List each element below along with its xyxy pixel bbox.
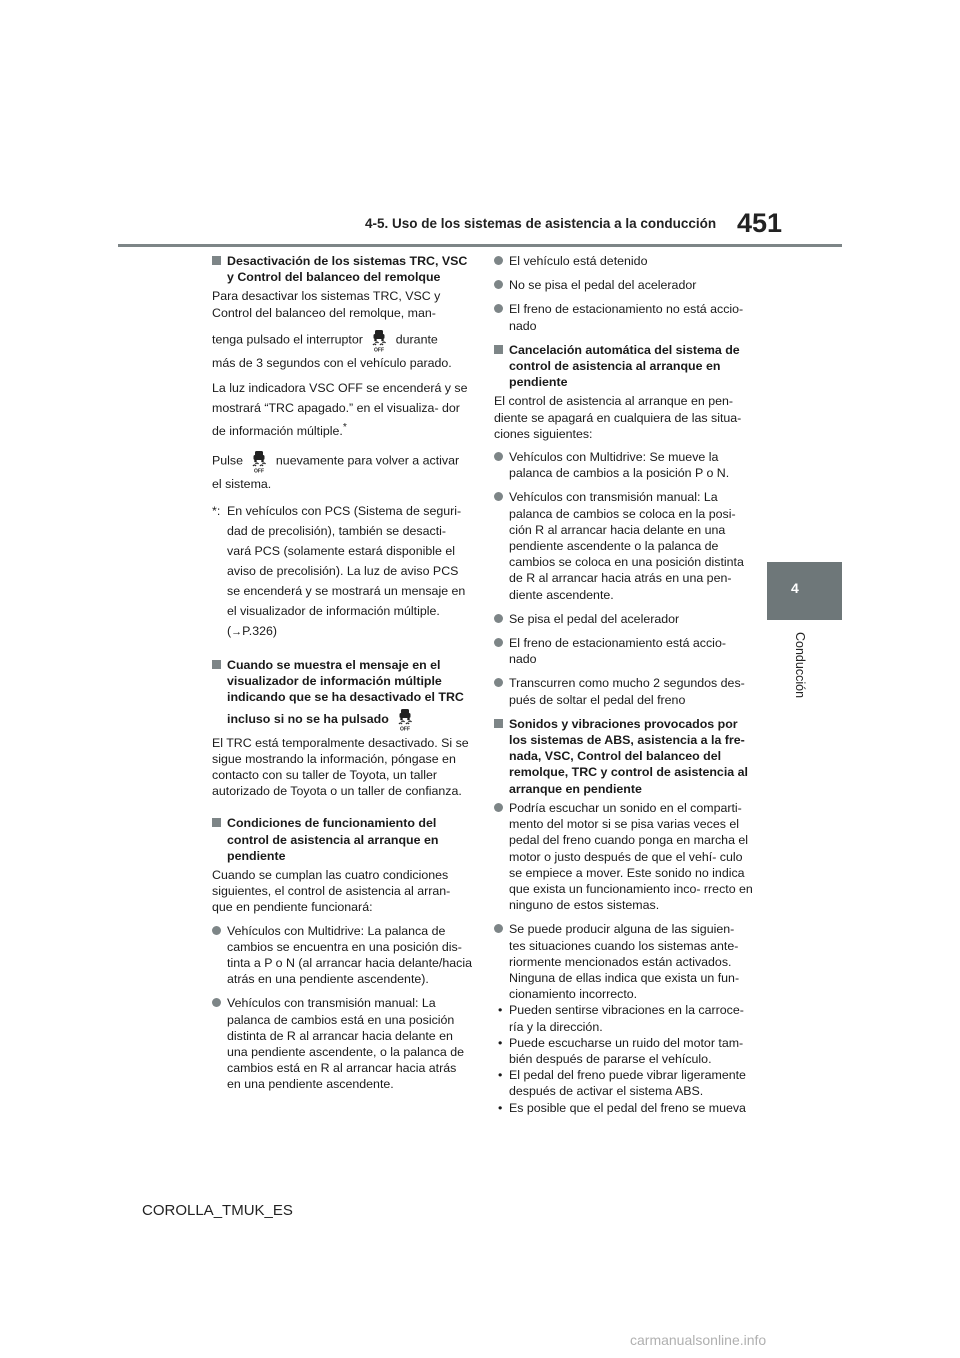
arrow-icon: → bbox=[231, 625, 243, 638]
round-bullet-icon bbox=[212, 998, 221, 1007]
paragraph: La luz indicadora VSC OFF se encenderá y se mostrará “TRC apagado.” en el visualiza- dor de información múltiple.* bbox=[212, 380, 468, 438]
square-bullet-icon bbox=[212, 256, 221, 265]
right-column bbox=[494, 253, 754, 1116]
watermark: carmanualsonline.info bbox=[630, 1332, 767, 1348]
round-bullet-icon bbox=[494, 256, 503, 265]
round-bullet-icon bbox=[494, 614, 503, 623]
vsc-off-switch-icon bbox=[369, 328, 389, 352]
footnote: *: En vehículos con PCS (Sistema de seguri- dad de precolisión), también se desacti- vará PCS (solamente estará disponible el aviso de precolisión). La luz de aviso PCS se encenderá y se mostrará un mensaje en el visualizador de información múltiple. (→P.326) bbox=[212, 503, 466, 638]
footnote-marker: * bbox=[342, 421, 347, 433]
paragraph: El control de asistencia al arranque en pen- diente se apagará en cualquiera de las situa- ciones siguientes: bbox=[494, 394, 742, 441]
sub-list-item: • El pedal del freno puede vibrar ligeramente después de activar el sistema ABS. bbox=[498, 1068, 746, 1099]
list-item: Vehículos con Multidrive: Se mueve la palanca de cambios a la posición P o N. bbox=[494, 449, 754, 481]
document-id: COROLLA_TMUK_ES bbox=[142, 1202, 293, 1219]
section-heading: Desactivación de los sistemas TRC, VSC y Control del balanceo del remolque bbox=[212, 253, 472, 285]
paragraph: Pulse nuevamente para volver a activar el sistema. bbox=[212, 449, 472, 495]
section-heading: Cancelación automática del sistema de control de asistencia al arranque en pendiente bbox=[494, 342, 754, 391]
left-column bbox=[212, 253, 472, 1101]
list-item: Se pisa el pedal del acelerador bbox=[494, 611, 754, 627]
list-item: El vehículo está detenido bbox=[494, 253, 754, 269]
square-bullet-icon bbox=[212, 818, 221, 827]
round-bullet-icon bbox=[494, 452, 503, 461]
round-bullet-icon bbox=[212, 926, 221, 935]
paragraph: Cuando se cumplan las cuatro condiciones siguientes, el control de asistencia al arran- que en pendiente funcionará: bbox=[212, 867, 451, 915]
header-rule bbox=[118, 244, 842, 247]
page-reference[interactable]: P.326) bbox=[242, 623, 278, 638]
list-item: El freno de estacionamiento está accio- nado bbox=[494, 635, 754, 667]
round-bullet-icon bbox=[494, 678, 503, 687]
list-item: Transcurren como mucho 2 segundos des- pués de soltar el pedal del freno bbox=[494, 675, 754, 707]
round-bullet-icon bbox=[494, 924, 503, 933]
paragraph: tenga pulsado el interruptor durante más de 3 segundos con el vehículo parado. bbox=[212, 328, 472, 374]
list-item: Podría escuchar un sonido en el comparti- mento del motor si se pisa varias veces el pedal del freno cuando ponga en marcha el motor o justo después de que el vehí- culo se empiece a mover. Este sonido no indica que exista un funcionamiento inco- rrecto en ninguno de estos sistemas. bbox=[494, 800, 754, 913]
vsc-off-switch-icon bbox=[395, 707, 415, 731]
round-bullet-icon bbox=[494, 304, 503, 313]
list-item: Se puede producir alguna de las siguien- tes situaciones cuando los sistemas ante- riormente mencionados están activados. Ninguna de ellas indica que exista un fun- cionamiento incorrecto. bbox=[494, 921, 754, 1002]
chapter-tab bbox=[767, 562, 842, 620]
square-bullet-icon bbox=[494, 345, 503, 354]
paragraph: El TRC está temporalmente desactivado. Si se sigue mostrando la información, póngase en contacto con su taller de Toyota, un taller autorizado de Toyota o un taller de confianza. bbox=[212, 735, 469, 799]
round-bullet-icon bbox=[494, 492, 503, 501]
paragraph: Para desactivar los sistemas TRC, VSC y Control del balanceo del remolque, man- bbox=[212, 289, 441, 320]
sub-list-item: • Es posible que el pedal del freno se mueva bbox=[498, 1100, 746, 1115]
list-item: Vehículos con Multidrive: La palanca de cambios se encuentra en una posición dis- tinta a P o N (al arrancar hacia delante/hacia atrás en una pendiente ascendente). bbox=[212, 923, 472, 988]
list-item: Vehículos con transmisión manual: La palanca de cambios se coloca en la posi- ción R al arrancar hacia delante en una pendiente ascendente o la palanca de cambios se coloca en una posición distinta de R al arrancar hacia atrás en una pen- diente ascendente. bbox=[494, 489, 754, 602]
round-bullet-icon bbox=[494, 280, 503, 289]
page-number: 451 bbox=[737, 208, 783, 238]
list-item: El freno de estacionamiento no está accio- nado bbox=[494, 301, 754, 333]
section-heading: Condiciones de funcionamiento del control de asistencia al arranque en pendiente bbox=[212, 815, 472, 864]
chapter-label: Conducción bbox=[793, 632, 807, 699]
chapter-tab-number: 4 bbox=[791, 580, 799, 596]
square-bullet-icon bbox=[212, 660, 221, 669]
round-bullet-icon bbox=[494, 638, 503, 647]
square-bullet-icon bbox=[494, 719, 503, 728]
section-heading: Sonidos y vibraciones provocados por los sistemas de ABS, asistencia a la fre- nada, VSC, Control del balanceo del remolque, TRC y control de asistencia al arranque en pendiente bbox=[494, 716, 754, 797]
round-bullet-icon bbox=[494, 803, 503, 812]
section-title: 4-5. Uso de los sistemas de asistencia a la conducción bbox=[365, 216, 717, 231]
list-item: No se pisa el pedal del acelerador bbox=[494, 277, 754, 293]
section-heading: Cuando se muestra el mensaje en el visualizador de información múltiple indicando que se ha desactivado el TRC incluso si no se ha pulsado bbox=[212, 657, 472, 732]
vsc-off-switch-icon bbox=[249, 449, 269, 473]
list-item: Vehículos con transmisión manual: La palanca de cambios está en una posición distinta de R al arrancar hacia delante en una pendiente ascendente, o la palanca de cambios está en R al arrancar hacia atrás en una pendiente ascendente. bbox=[212, 995, 472, 1092]
sub-list-item: • Puede escucharse un ruido del motor tam- bién después de pararse el vehículo. bbox=[498, 1035, 744, 1066]
sub-list-item: • Pueden sentirse vibraciones en la carroce- ría y la dirección. bbox=[498, 1003, 744, 1034]
